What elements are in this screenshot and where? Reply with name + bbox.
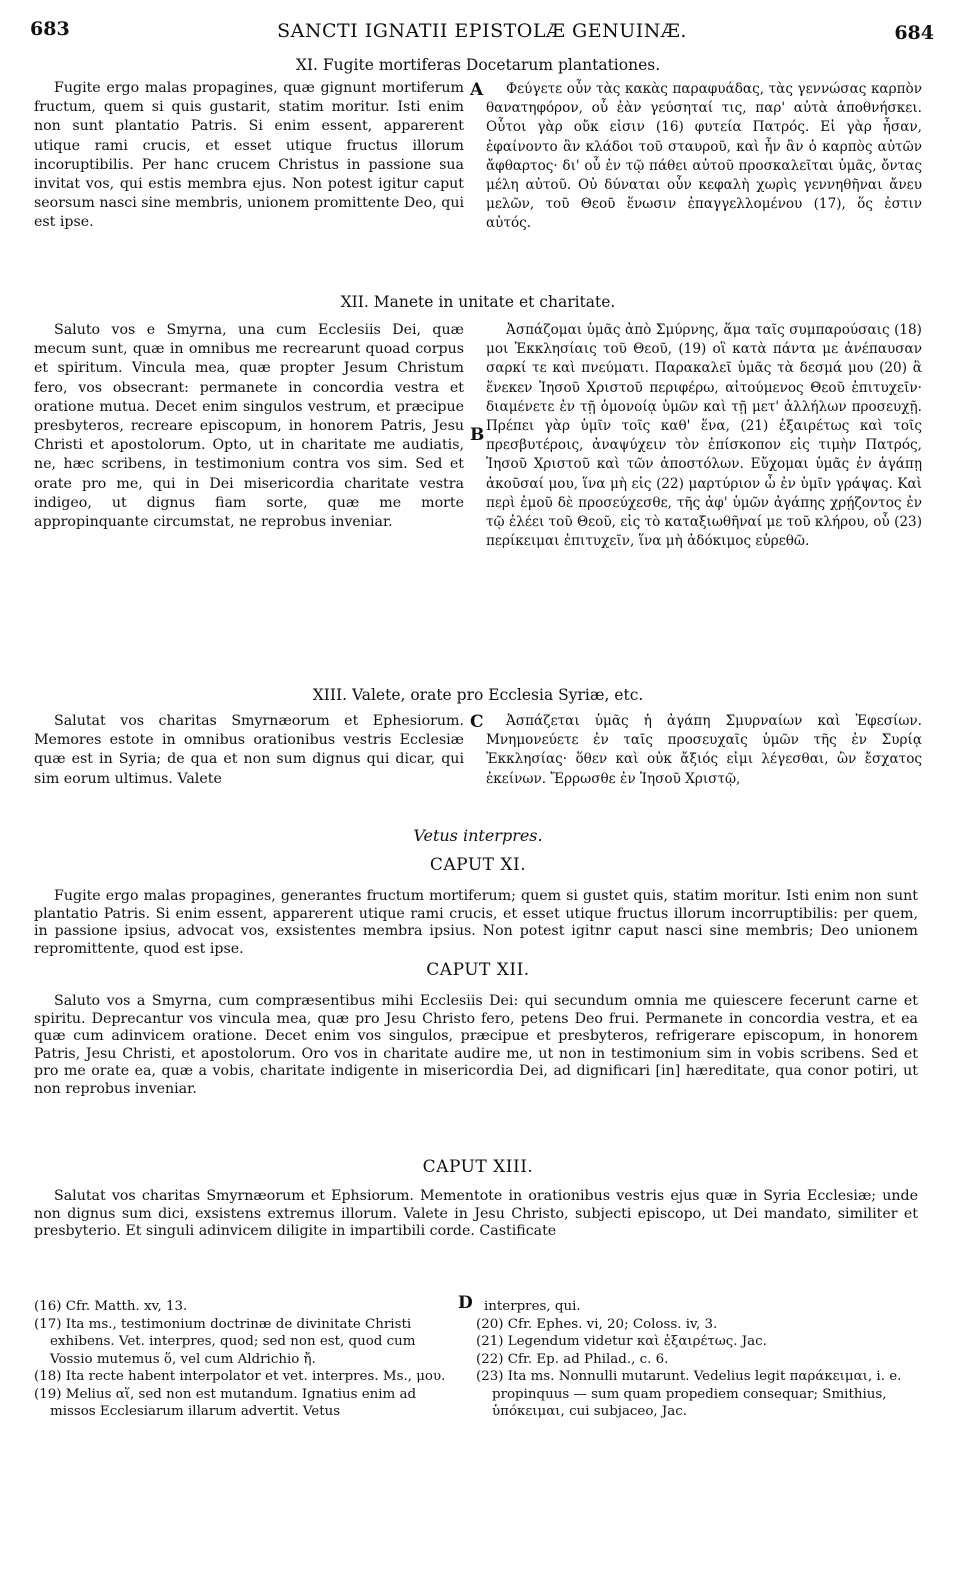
footnotes-left bbox=[34, 1298, 454, 1421]
latin-text-xi: Fugite ergo malas propagines, quæ gignunt mortiferum fructum, quem si quis gustarit, statim moritur. Isti enim non sunt plantatio Patris. Si enim essent, apparerent utique rami crucis, et esset utique fructus illorum incoruptibilis. Per hanc crucem Christus in passione sua invitat vos, qui estis membra ejus. Non potest igitur caput seorsum nasci sine membris, unionem promittente Deo, qui est ipse. bbox=[34, 80, 464, 231]
greek-text-xii: Ἀσπάζομαι ὑμᾶς ἀπὸ Σμύρνης, ἅμα ταῖς συμπαρούσαις (18) μοι Ἐκκλησίαις τοῦ Θεοῦ, (19) οἳ κατὰ πάντα με ἀνέπαυσαν σαρκί τε καὶ πνεύματι. Παρακαλεῖ ὑμᾶς τὰ δεσμά μου (20) ἃ ἕνεκεν Ἰησοῦ Χριστοῦ περιφέρω, αἰτούμενος Θεοῦ ἐπιτυχεῖν· διαμένετε ἐν τῇ ὁμονοίᾳ ὑμῶν καὶ τῇ μετ' ἀλλήλων προσευχῇ. Πρέπει γὰρ ὑμῖν τοῖς καθ' ἕνα, (21) ἐξαιρέτως καὶ τοῖς πρεσβυτέροις, ἀναψύχειν τὸν ἐπίσκοπον εἰς τιμὴν Πατρός, Ἰησοῦ Χριστοῦ καὶ τῶν ἀποστόλων. Εὔχομαι ὑμᾶς ἐν ἀγάπῃ ἀκοῦσαί μου, ἵνα μὴ εἰς (22) μαρτύριον ὦ ἐν ὑμῖν γράψας. Καὶ περὶ ἐμοῦ δὲ προσεύχεσθε, τῆς ἀφ' ὑμῶν ἀγάπης χρῄζοντος ἐν τῷ ἐλέει τοῦ Θεοῦ, εἰς τὸ καταξιωθῆναί με τοῦ κλήρου, οὗ (23) περίκειμαι ἐπιτυχεῖν, ἵνα μὴ ἀδόκιμος εὑρεθῶ. bbox=[486, 322, 922, 550]
footnote-23: (23) Ita ms. Nonnulli mutarunt. Vedelius legit παράκειμαι, i. e. propinquus — sum quam propediem consequar; Smithius, ὑπόκειμαι, cui subjaceo, Jac. bbox=[476, 1369, 902, 1419]
section-xiii-title: XIII. Valete, orate pro Ecclesia Syriæ, etc. bbox=[312, 686, 644, 704]
vetus-text-xii: Saluto vos a Smyrna, cum compræsentibus mihi Ecclesiis Dei: qui secundum omnia me quiescere fecerunt carne et spiritu. Deprecantur vos vincula mea, quæ pro Jesu Christo fero, petens Deo frui. Permanete in concordia vestra, et ea quæ cum adinvicem oratione. Decet enim vos singulos, præcipue et presbyteros, refrigerare episcopum, in honorem Patris, Jesu Christi, et apostolorum. Oro vos in charitate audire me, ut non in testimonium sim in vobis scribens. Sed et pro me orate ea, quæ a vobis, charitate indigente in misericordia Dei, ad dignificari [in] hæreditate, qua conor potiri, ut non reprobus inveniar. bbox=[34, 993, 918, 1097]
margin-letter-b: B bbox=[470, 425, 485, 445]
footnote-19: (19) Melius αἵ, sed non est mutandum. Ignatius enim ad missos Ecclesiarum illarum advertit. Vetus bbox=[34, 1386, 417, 1419]
greek-text-xi: Φεύγετε οὖν τὰς κακὰς παραφυάδας, τὰς γεννώσας καρπὸν θανατηφόρον, οὗ ἐὰν γεύσηταί τις, παρ' αὐτὰ ἀποθνήσκει. Οὗτοι γὰρ οὔκ εἰσιν (16) φυτεία Πατρός. Εἰ γὰρ ἦσαν, ἐφαίνοντο ἂν κλάδοι τοῦ σταυροῦ, καὶ ἦν ἂν ὁ καρπὸς αὐτῶν ἄφθαρτος· δι' οὗ ἐν τῷ πάθει αὐτοῦ προσκαλεῖται ὑμᾶς, ὄντας μέλη αὐτοῦ. Οὐ δύναται οὖν κεφαλὴ χωρὶς γεννηθῆναι ἄνευ μελῶν, τοῦ Θεοῦ ἕνωσιν ἐπαγγελλομένου (17), ὅς ἐστιν αὐτός. bbox=[486, 81, 922, 232]
caput-xi-heading: CAPUT XI. bbox=[429, 855, 527, 875]
running-title: SANCTI IGNATII EPISTOLÆ GENUINÆ. bbox=[277, 20, 687, 42]
footnote-22: (22) Cfr. Ep. ad Philad., c. 6. bbox=[476, 1351, 669, 1367]
caput-xiii-heading: CAPUT XIII. bbox=[422, 1157, 534, 1177]
margin-letter-a: A bbox=[470, 80, 484, 100]
section-xii-title: XII. Manete in unitate et charitate. bbox=[340, 293, 616, 311]
vetus-interpres-label: Vetus interpres. bbox=[413, 826, 543, 845]
margin-letter-c: C bbox=[470, 712, 484, 732]
footnote-18: (18) Ita recte habent interpolator et vet. interpres. Ms., μου. bbox=[34, 1369, 446, 1384]
latin-text-xii: Saluto vos e Smyrna, una cum Ecclesiis Dei, quæ mecum sunt, quæ in omnibus me recrearunt quoad corpus et spiritum. Vincula mea, quæ propter Jesum Christum fero, vos obsecrant: permanete in concordia vestra et oratione mutua. Decet enim singulos vestrum, et præcipue presbyteros, recreare episcopum, in honorem Patris, Jesu Christi et apostolorum. Opto, ut in charitate me audiatis, ne, hæc scribens, in testimonium contra vos sim. Sed et orate pro me, qui in Dei misericordia charitate vestra indigeo, ut dignus fiam sorte, quæ me morte appropinquante circumstat, ne reprobus inveniar. bbox=[34, 322, 464, 531]
margin-letter-d: D bbox=[458, 1293, 473, 1313]
footnote-20: (20) Cfr. Ephes. vi, 20; Coloss. iv, 3. bbox=[476, 1316, 718, 1332]
section-xi-title: XI. Fugite mortiferas Docetarum plantationes. bbox=[295, 56, 661, 74]
page-header bbox=[30, 18, 934, 48]
footnotes-right bbox=[476, 1298, 922, 1421]
vetus-text-xi: Fugite ergo malas propagines, generantes fructum mortiferum; quem si gustet quis, statim moritur. Isti enim non sunt plantatio Patris. Si enim essent, apparerent utique rami crucis, et esset utique fructus illorum incorruptibilis: per quem, in passione ipsius, advocat vos, exsistentes membra ipsius. Non potest igitnr caput nasci sine membris; Deo unionem repromittente, quod est ipse. bbox=[34, 888, 918, 957]
latin-text-xiii: Salutat vos charitas Smyrnæorum et Ephesiorum. Memores estote in omnibus orationibus vestris Ecclesiæ quæ est in Syria; de qua et non sum dignus qui dicar, qui sim eorum ultimus. Valete bbox=[34, 713, 464, 787]
page-number-left: 683 bbox=[30, 18, 70, 40]
footnote-16: (16) Cfr. Matth. xv, 13. bbox=[34, 1299, 188, 1314]
footnote-19-continued: interpres, qui. bbox=[484, 1299, 581, 1314]
vetus-text-xiii: Salutat vos charitas Smyrnæorum et Ephsiorum. Mementote in orationibus vestris ejus quæ in Syria Ecclesiæ; unde non dignus sum dici, exsistens extremus illorum. Valete in Jesu Christo, subjecti episcopo, ut Dei mandato, similiter et presbyterio. Et singuli adinvicem diligite in impartibili corde. Castificate bbox=[34, 1188, 918, 1239]
footnote-21: (21) Legendum videtur καὶ ἐξαιρέτως. Jac. bbox=[476, 1334, 767, 1349]
footnote-17: (17) Ita ms., testimonium doctrinæ de divinitate Christi exhibens. Vet. interpres, quod; sed non est, quod cum Vossio mutemus ὅ, vel cum Aldrichio ἤ. bbox=[34, 1316, 416, 1367]
caput-xii-heading: CAPUT XII. bbox=[426, 960, 530, 980]
page-number-right: 684 bbox=[894, 22, 934, 44]
greek-text-xiii: Ἀσπάζεται ὑμᾶς ἡ ἀγάπη Σμυρναίων καὶ Ἐφεσίων. Μνημονεύετε ἐν ταῖς προσευχαῖς ὑμῶν τῆς ἐν Συρίᾳ Ἐκκλησίας· ὅθεν καὶ οὐκ ἄξιός εἰμι λέγεσθαι, ὢν ἔσχατος ἐκείνων. Ἔρρωσθε ἐν Ἰησοῦ Χριστῷ, bbox=[486, 713, 922, 787]
